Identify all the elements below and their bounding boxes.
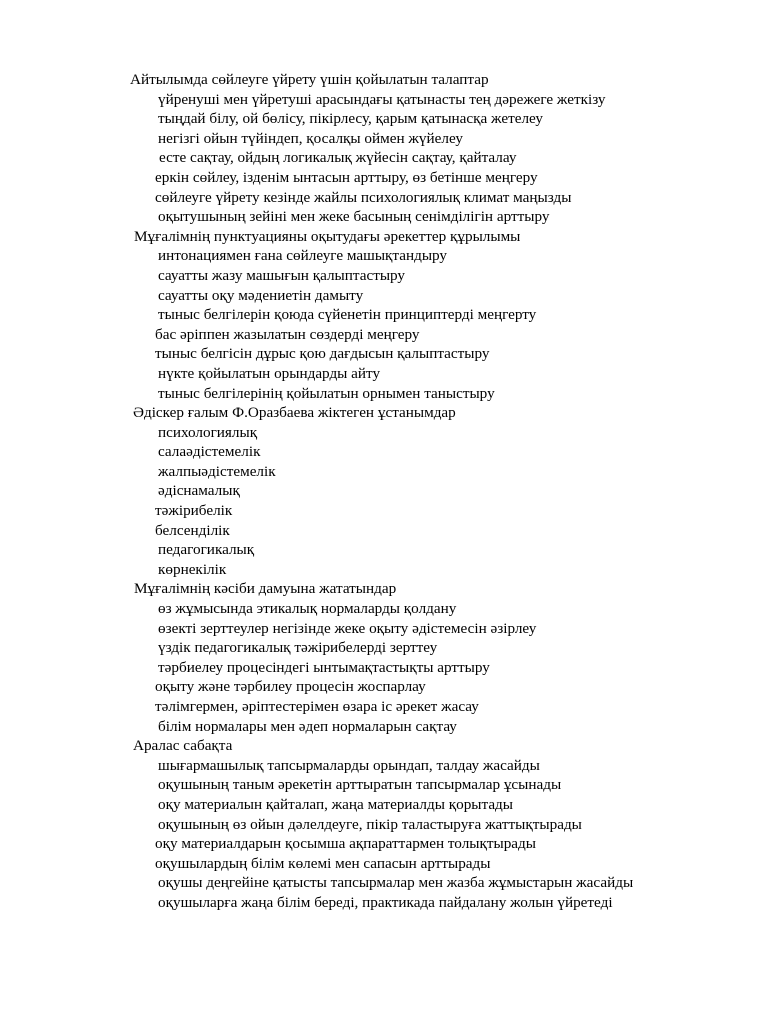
section-heading: Мұғалімнің кәсіби дамуына жататындар: [134, 580, 397, 598]
list-item: білім нормалары мен әдеп нормаларын сақтау: [158, 717, 457, 735]
list-item: еркін сөйлеу, ізденім ынтасын арттыру, өз бетінше меңгеру: [155, 168, 538, 186]
section-heading: Мұғалімнің пунктуацияны оқытудағы әрекеттер құрылымы: [134, 227, 521, 245]
list-item: өзекті зерттеулер негізінде жеке оқыту әдістемесін әзірлеу: [158, 619, 537, 637]
list-item: оқытушының зейіні мен жеке басының сенімділігін арттыру: [158, 208, 550, 226]
list-item: жалпыәдістемелік: [158, 462, 276, 480]
list-item: оқу материалдарын қосымша ақпараттармен толықтырады: [155, 835, 536, 853]
section-heading: Әдіскер ғалым Ф.Оразбаева жіктеген ұстанымдар: [133, 404, 456, 422]
list-item: тәжірибелік: [155, 502, 233, 520]
list-item: белсенділік: [155, 521, 230, 539]
list-item: оқыту және тәрбилеу процесін жоспарлау: [155, 678, 426, 696]
list-item: әдіснамалық: [158, 482, 240, 500]
list-item: оқушының таным әрекетін арттыратын тапсырмалар ұсынады: [158, 776, 562, 794]
list-item: сауатты оқу мәдениетін дамыту: [158, 286, 364, 304]
section-heading: Айтылымда сөйлеуге үйрету үшін қойылатын талаптар: [130, 71, 489, 88]
list-item: сауатты жазу машығын қалыптастыру: [158, 266, 406, 284]
section-mixed-lesson: [0, 736, 768, 912]
list-item: психологиялық: [158, 423, 258, 441]
section-heading: Аралас сабақта: [133, 737, 233, 755]
list-item: салаәдістемелік: [158, 443, 261, 461]
section-professional-development: [0, 579, 768, 736]
list-item: бас әріппен жазылатын сөздерді меңгеру: [155, 325, 420, 343]
list-item: нүкте қойылатын орындарды айту: [158, 364, 381, 382]
list-item: оқушы деңгейіне қатысты тапсырмалар мен жазба жұмыстарын жасайды: [158, 874, 634, 892]
list-item: оқушылардың білім көлемі мен сапасын арттырады: [155, 854, 491, 872]
list-item: тәлімгермен, әріптестерімен өзара іс әрекет жасау: [155, 698, 479, 715]
list-item: тыңдай білу, ой бөлісу, пікірлесу, қарым қатынасқа жетелеу: [158, 110, 544, 128]
list-item: интонациямен ғана сөйлеуге машықтандыру: [158, 247, 448, 265]
list-item: тыныс белгілерін қоюда сүйенетін принциптерді меңгерту: [158, 306, 537, 324]
list-item: тәрбиелеу процесіндегі ынтымақтастықты арттыру: [158, 658, 490, 676]
list-item: үздік педагогикалық тәжірибелерді зерттеу: [158, 639, 438, 657]
section-punctuation-teaching: [0, 227, 768, 403]
document-page: [0, 70, 768, 913]
section-speaking-requirements: [0, 70, 768, 227]
list-item: педагогикалық: [158, 541, 255, 559]
list-item: негізгі ойын түйіндеп, қосалқы оймен жүйелеу: [158, 129, 463, 147]
list-item: оқу материалын қайталап, жаңа материалды қорытады: [158, 795, 513, 813]
list-item: тыныс белгілерінің қойылатын орнымен таныстыру: [158, 384, 495, 402]
list-item: есте сақтау, ойдың логикалық жүйесін сақтау, қайталау: [159, 149, 517, 167]
list-item: оқушының өз ойын дәлелдеуге, пікір таластыруға жаттықтырады: [158, 815, 582, 833]
list-item: сөйлеуге үйрету кезінде жайлы психологиялық климат маңызды: [155, 188, 572, 206]
list-item: шығармашылық тапсырмаларды орындап, талдау жасайды: [158, 756, 540, 774]
section-orazbaeva-principles: [0, 403, 768, 579]
list-item: үйренуші мен үйретуші арасындағы қатынасты тең дәрежеге жеткізу: [158, 90, 606, 108]
list-item: тыныс белгісін дұрыс қою дағдысын қалыптастыру: [155, 345, 490, 363]
list-item: оқушыларға жаңа білім береді, практикада пайдалану жолын үйретеді: [158, 893, 613, 911]
list-item: өз жұмысында этикалық нормаларды қолдану: [158, 600, 457, 618]
list-item: көрнекілік: [158, 560, 227, 578]
